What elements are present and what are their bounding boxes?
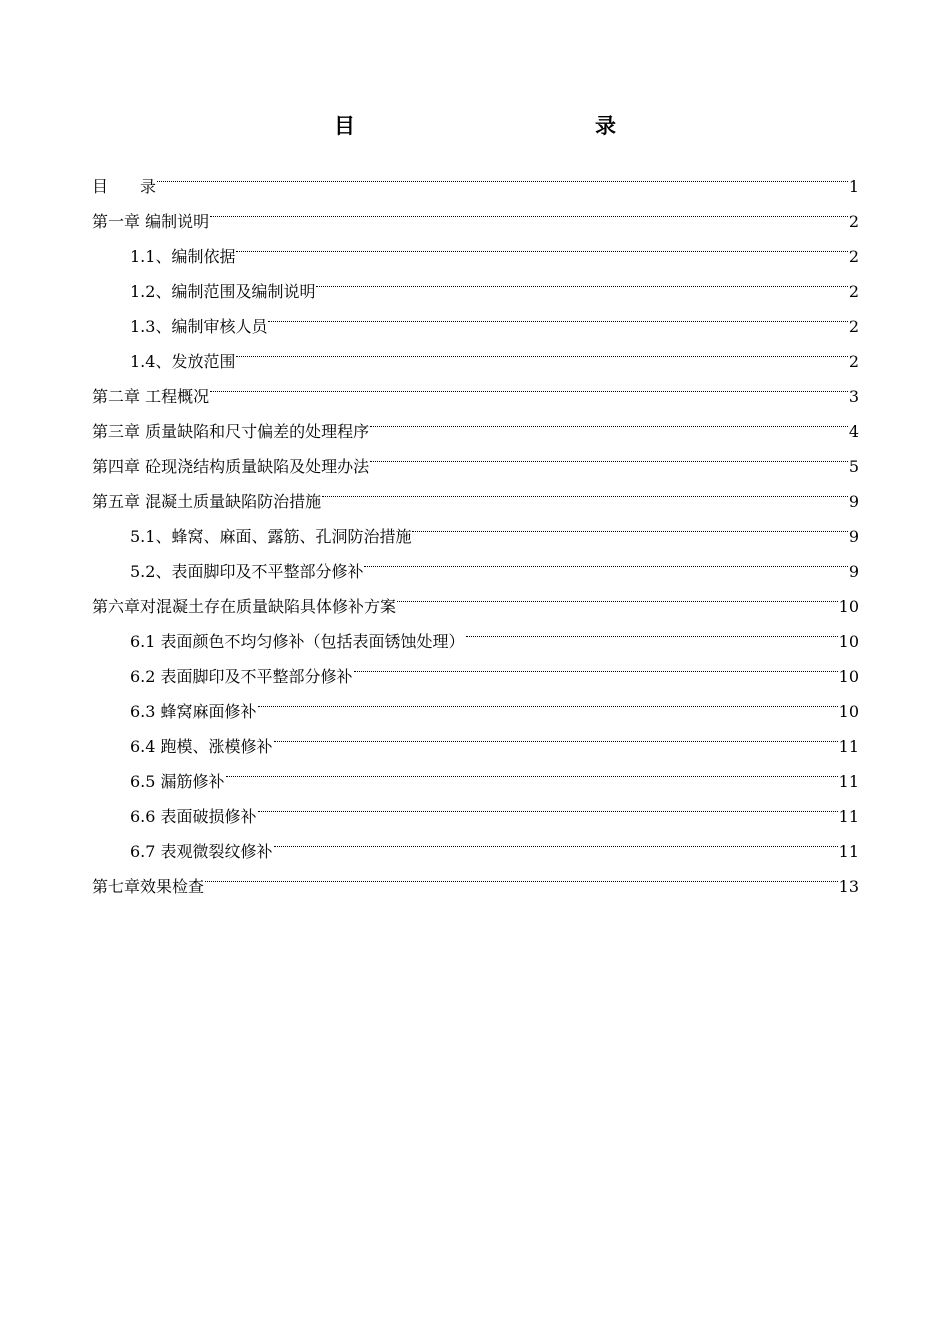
toc-entry-text: 5.1、蜂窝、麻面、露筋、孔洞防治措施 (130, 527, 412, 546)
toc-entry-text: 目 录 (92, 177, 157, 196)
toc-dot-leader (157, 157, 848, 192)
toc-page-number: 3 (848, 387, 859, 406)
toc-entry-text: 1.1、编制依据 (130, 247, 236, 266)
toc-page-number: 4 (848, 422, 859, 441)
toc-dot-leader (370, 402, 848, 437)
toc-page-number: 11 (838, 772, 859, 791)
toc-page-number: 11 (838, 807, 859, 826)
toc-dot-leader (236, 227, 847, 262)
toc-dot-leader (210, 367, 848, 402)
toc-page-number: 1 (848, 177, 859, 196)
toc-entry-text: 6.2 表面脚印及不平整部分修补 (130, 667, 353, 686)
toc-page-number: 2 (848, 212, 859, 231)
toc-dot-leader (236, 332, 847, 367)
toc-entry-text: 6.4 跑模、涨模修补 (130, 737, 273, 756)
toc-page-number: 13 (838, 877, 859, 896)
toc-page-number: 10 (838, 702, 859, 721)
toc-dot-leader (322, 472, 848, 507)
toc-dot-leader (268, 297, 847, 332)
toc-entry-text: 6.6 表面破损修补 (130, 807, 257, 826)
toc-dot-leader (397, 577, 838, 612)
toc-page-number: 5 (848, 457, 859, 476)
toc-dot-leader (258, 787, 838, 822)
toc-entry-text: 1.2、编制范围及编制说明 (130, 282, 316, 301)
toc-entry-text: 6.3 蜂窝麻面修补 (130, 702, 257, 721)
table-of-contents (92, 157, 859, 896)
toc-entry-text: 1.3、编制审核人员 (130, 317, 268, 336)
toc-page-number: 11 (838, 842, 859, 861)
toc-dot-leader (412, 507, 847, 542)
toc-entry-text: 第二章 工程概况 (92, 387, 210, 406)
toc-entry-text: 第一章 编制说明 (92, 212, 210, 231)
toc-page-number: 9 (848, 492, 859, 511)
toc-page-number: 9 (848, 562, 859, 581)
toc-dot-leader (364, 542, 847, 577)
toc-page-number: 10 (838, 597, 859, 616)
toc-entry-text: 第三章 质量缺陷和尺寸偏差的处理程序 (92, 422, 370, 441)
toc-page-number: 2 (848, 317, 859, 336)
toc-entry-text: 第四章 砼现浇结构质量缺陷及处理办法 (92, 457, 370, 476)
toc-dot-leader (258, 682, 838, 717)
toc-dot-leader (274, 822, 838, 857)
toc-entry[interactable] (92, 192, 859, 231)
toc-dot-leader (354, 647, 838, 682)
toc-dot-leader (210, 192, 848, 227)
toc-page-number: 9 (848, 527, 859, 546)
toc-page-number: 10 (838, 667, 859, 686)
toc-entry-text: 6.7 表观微裂纹修补 (130, 842, 273, 861)
toc-dot-leader (226, 752, 838, 787)
toc-page-number: 11 (838, 737, 859, 756)
toc-entry[interactable] (92, 857, 859, 896)
toc-dot-leader (370, 437, 848, 472)
toc-page-number: 2 (848, 352, 859, 371)
toc-entry-text: 第六章对混凝土存在质量缺陷具体修补方案 (92, 597, 397, 616)
toc-dot-leader (274, 717, 838, 752)
toc-page-number: 10 (838, 632, 859, 651)
toc-entry[interactable] (92, 157, 859, 196)
toc-entry-text: 第五章 混凝土质量缺陷防治措施 (92, 492, 322, 511)
toc-page-number: 2 (848, 247, 859, 266)
toc-page-number: 2 (848, 282, 859, 301)
toc-dot-leader (466, 612, 838, 647)
toc-entry-text: 6.1 表面颜色不均匀修补（包括表面锈蚀处理） (130, 632, 465, 651)
toc-entry-text: 6.5 漏筋修补 (130, 772, 225, 791)
toc-dot-leader (316, 262, 847, 297)
toc-entry-text: 第七章效果检查 (92, 877, 205, 896)
toc-dot-leader (205, 857, 838, 892)
toc-entry-text: 5.2、表面脚印及不平整部分修补 (130, 562, 364, 581)
toc-title: 目 录 (334, 114, 682, 138)
toc-entry-text: 1.4、发放范围 (130, 352, 236, 371)
